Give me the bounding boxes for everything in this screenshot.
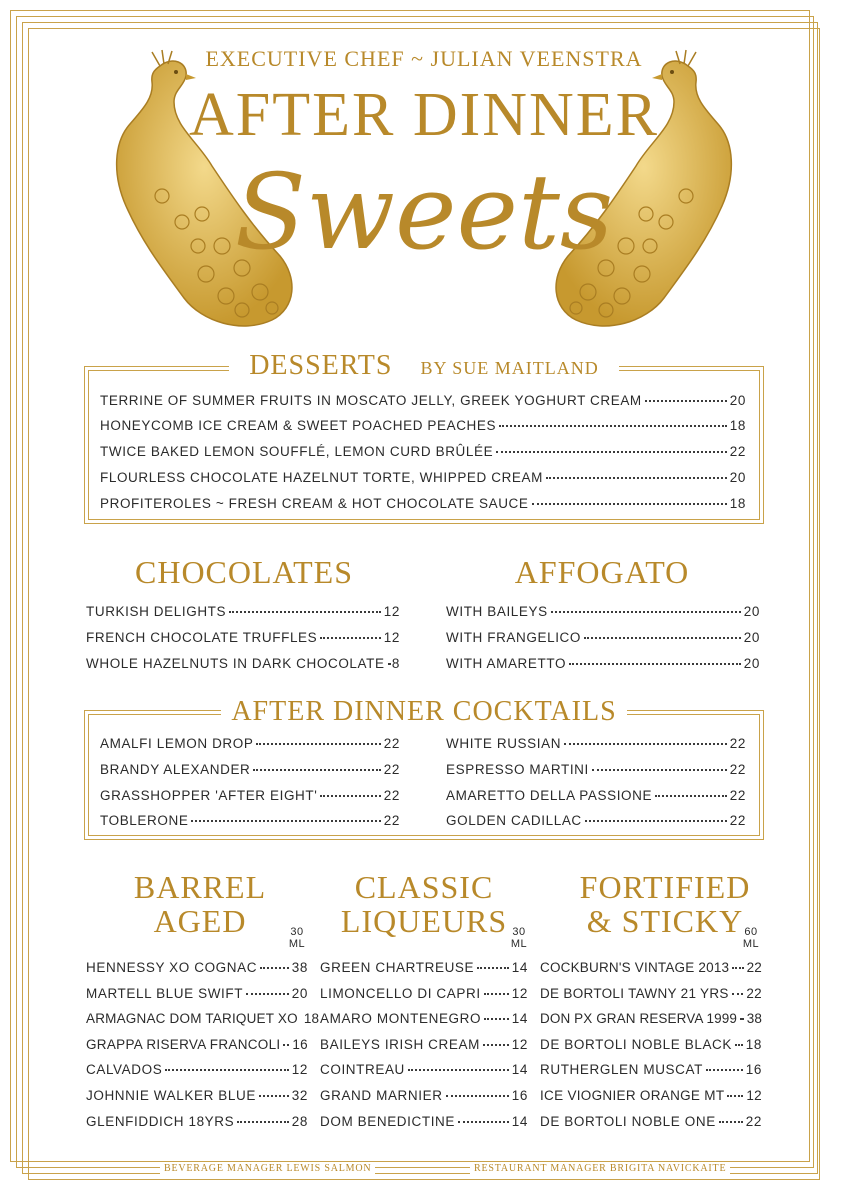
serving-size: 30 ML xyxy=(510,926,528,950)
menu-item: ICE VIOGNIER ORANGE MT 12 xyxy=(540,1088,762,1103)
desserts-subtitle: BY SUE MAITLAND xyxy=(410,358,608,378)
menu-item: BRANDY ALEXANDER 22 xyxy=(100,762,400,777)
desserts-title: DESSERTS xyxy=(239,350,402,381)
menu-item: WHITE RUSSIAN 22 xyxy=(446,736,746,751)
chocolates-heading: CHOCOLATES xyxy=(134,554,353,590)
menu-item: TERRINE OF SUMMER FRUITS IN MOSCATO JELLY, GREEK YOGHURT CREAM 20 xyxy=(100,393,746,408)
menu-item: DOM BENEDICTINE 14 xyxy=(320,1114,528,1129)
menu-item: GRASSHOPPER 'AFTER EIGHT' 22 xyxy=(100,788,400,803)
menu-item: GOLDEN CADILLAC 22 xyxy=(446,813,746,828)
title-sweets: Sweets xyxy=(234,151,614,273)
menu-item: COCKBURN'S VINTAGE 2013 22 xyxy=(540,960,762,975)
menu-item: ESPRESSO MARTINI 22 xyxy=(446,762,746,777)
menu-item: TOBLERONE 22 xyxy=(100,813,400,828)
menu-item: COINTREAU 14 xyxy=(320,1062,528,1077)
menu-item: DE BORTOLI NOBLE BLACK 18 xyxy=(540,1037,762,1052)
executive-chef-line: EXECUTIVE CHEF ~ JULIAN VEENSTRA xyxy=(205,46,643,71)
menu-item: ARMAGNAC DOM TARIQUET XO 18 xyxy=(86,1011,320,1026)
menu-item: CALVADOS 12 xyxy=(86,1062,308,1077)
menu-item: TURKISH DELIGHTS 12 xyxy=(86,604,400,619)
menu-item: WITH AMARETTO 20 xyxy=(446,656,760,671)
menu-item: GRAND MARNIER 16 xyxy=(320,1088,528,1103)
menu-item: WHOLE HAZELNUTS IN DARK CHOCOLATE 8 xyxy=(86,656,400,671)
menu-item: JOHNNIE WALKER BLUE 32 xyxy=(86,1088,308,1103)
serving-size: 60 ML xyxy=(742,926,760,950)
menu-item: TWICE BAKED LEMON SOUFFLÉ, LEMON CURD BRÛLÉE 22 xyxy=(100,444,746,459)
menu-item: WITH BAILEYS 20 xyxy=(446,604,760,619)
menu-item: DE BORTOLI NOBLE ONE 22 xyxy=(540,1114,762,1129)
menu-item: BAILEYS IRISH CREAM 12 xyxy=(320,1037,528,1052)
menu-item: AMARETTO DELLA PASSIONE 22 xyxy=(446,788,746,803)
desserts-heading xyxy=(0,350,848,382)
menu-item: MARTELL BLUE SWIFT 20 xyxy=(86,986,308,1001)
menu-item: PROFITEROLES ~ FRESH CREAM & HOT CHOCOLATE SAUCE 18 xyxy=(100,496,746,511)
menu-item: LIMONCELLO DI CAPRI 12 xyxy=(320,986,528,1001)
menu-item: WITH FRANGELICO 20 xyxy=(446,630,760,645)
menu-item: DE BORTOLI TAWNY 21 YRS 22 xyxy=(540,986,762,1001)
title-after-dinner: AFTER DINNER xyxy=(188,81,660,149)
barrel-aged-heading: BARREL AGED xyxy=(133,869,267,939)
serving-size: 30 ML xyxy=(288,926,306,950)
menu-item: AMALFI LEMON DROP 22 xyxy=(100,736,400,751)
menu-item: GLENFIDDICH 18YRS 28 xyxy=(86,1114,308,1129)
menu-item: DON PX GRAN RESERVA 1999 38 xyxy=(540,1011,762,1026)
classic-liqueurs-heading: CLASSIC LIQUEURS xyxy=(340,869,508,939)
menu-item: HONEYCOMB ICE CREAM & SWEET POACHED PEACHES 18 xyxy=(100,418,746,433)
menu-item: FLOURLESS CHOCOLATE HAZELNUT TORTE, WHIPPED CREAM 20 xyxy=(100,470,746,485)
cocktails-heading: AFTER DINNER COCKTAILS xyxy=(0,696,848,728)
menu-item: GREEN CHARTREUSE 14 xyxy=(320,960,528,975)
menu-item: AMARO MONTENEGRO 14 xyxy=(320,1011,528,1026)
menu-item: RUTHERGLEN MUSCAT 16 xyxy=(540,1062,762,1077)
restaurant-manager-credit: RESTAURANT MANAGER BRIGITA NAVICKAITE xyxy=(470,1163,730,1174)
menu-item: GRAPPA RISERVA FRANCOLI 16 xyxy=(86,1037,308,1052)
menu-item: HENNESSY XO COGNAC 38 xyxy=(86,960,308,975)
menu-item: FRENCH CHOCOLATE TRUFFLES 12 xyxy=(86,630,400,645)
beverage-manager-credit: BEVERAGE MANAGER LEWIS SALMON xyxy=(160,1163,375,1174)
fortified-sticky-heading: FORTIFIED & STICKY xyxy=(579,869,751,939)
affogato-heading: AFFOGATO xyxy=(514,554,690,590)
